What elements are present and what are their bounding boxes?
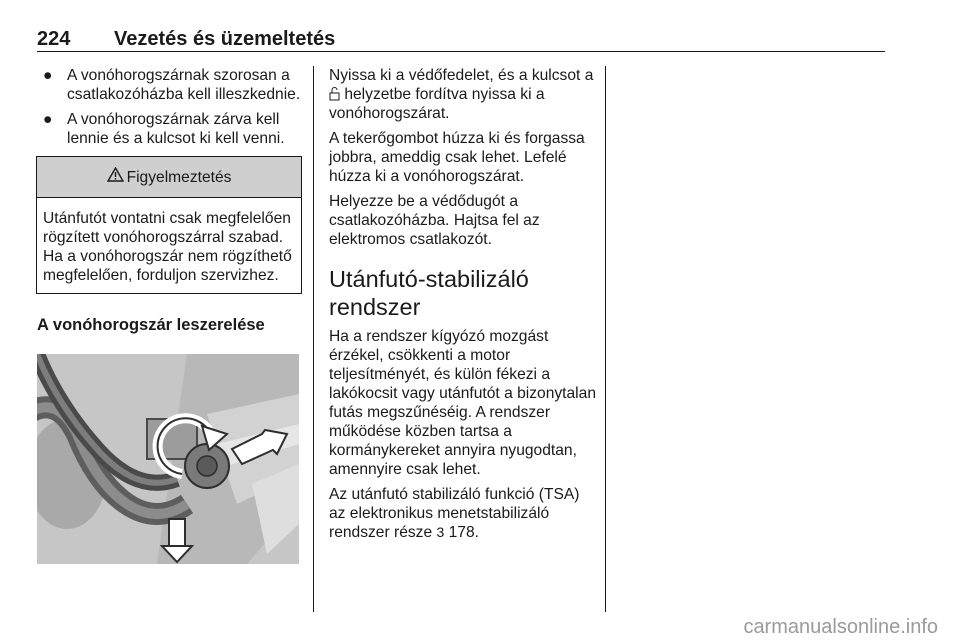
middle-column — [329, 66, 597, 548]
bullet-dot: ● — [43, 67, 53, 84]
bullet-item — [37, 66, 301, 104]
watermark: carmanualsonline.info — [743, 616, 938, 638]
towbar-removal-illustration — [37, 354, 299, 564]
left-column — [37, 66, 301, 335]
paragraph: Ha a rendszer kígyózó mozgást érzékel, csökkenti a motor teljesítményét, és külön fékezi a lakókocsit vagy utánfutót a bizonytalan futás megszűnéséig. A rendszer működése közben tartsa a kormánykereket annyira nyugodtan, amennyire csak lehet. — [329, 328, 596, 478]
bullet-item — [37, 110, 301, 148]
page-number: 224 — [37, 28, 71, 50]
unlock-icon — [329, 86, 340, 101]
paragraph: A tekerőgombot húzza ki és forgassa jobbra, ameddig csak lehet. Lefelé húzza ki a vonóhorogszárat. — [329, 130, 585, 185]
paragraph-text: Az utánfutó stabilizáló funkció (TSA) az elektronikus menetstabilizáló rendszer része — [329, 486, 580, 541]
paragraph: Helyezze be a védődugót a csatlakozóházba. Hajtsa fel az elektromos csatlakozót. — [329, 193, 540, 248]
warning-body: Utánfutót vontatni csak megfelelően rögzített vonóhorogszárral szabad. Ha a vonóhorogszár nem rögzíthető megfelelően, forduljon szervizhez. — [43, 210, 292, 284]
warning-triangle-icon — [107, 167, 124, 187]
bullet-text: A vonóhorogszárnak szorosan a csatlakozóházba kell illeszkednie. — [67, 67, 301, 103]
chapter-title: Vezetés és üzemeltetés — [114, 28, 336, 50]
bullet-text: A vonóhorogszárnak zárva kell lennie és a kulcsot ki kell venni. — [67, 111, 285, 147]
header-rule — [37, 51, 885, 52]
warning-box — [36, 156, 302, 294]
warning-header — [37, 157, 301, 198]
paragraph-text: Nyissa ki a védőfedelet, és a kulcsot a — [329, 67, 594, 84]
subsection-heading: A vonóhorogszár leszerelése — [37, 316, 265, 334]
paragraph — [329, 66, 597, 123]
page-reference-arrow-icon: 3 — [436, 524, 445, 540]
column-divider-2 — [605, 66, 606, 612]
bullet-dot: ● — [43, 111, 53, 128]
page-reference-link[interactable]: 178. — [444, 524, 479, 541]
paragraph-text: helyzetbe fordítva nyissa ki a vonóhorogszárat. — [329, 86, 545, 122]
column-divider-1 — [313, 66, 314, 612]
paragraph — [329, 485, 597, 542]
section-title: Utánfutó-stabilizáló rendszer — [329, 266, 529, 320]
warning-title: Figyelmeztetés — [126, 168, 232, 186]
